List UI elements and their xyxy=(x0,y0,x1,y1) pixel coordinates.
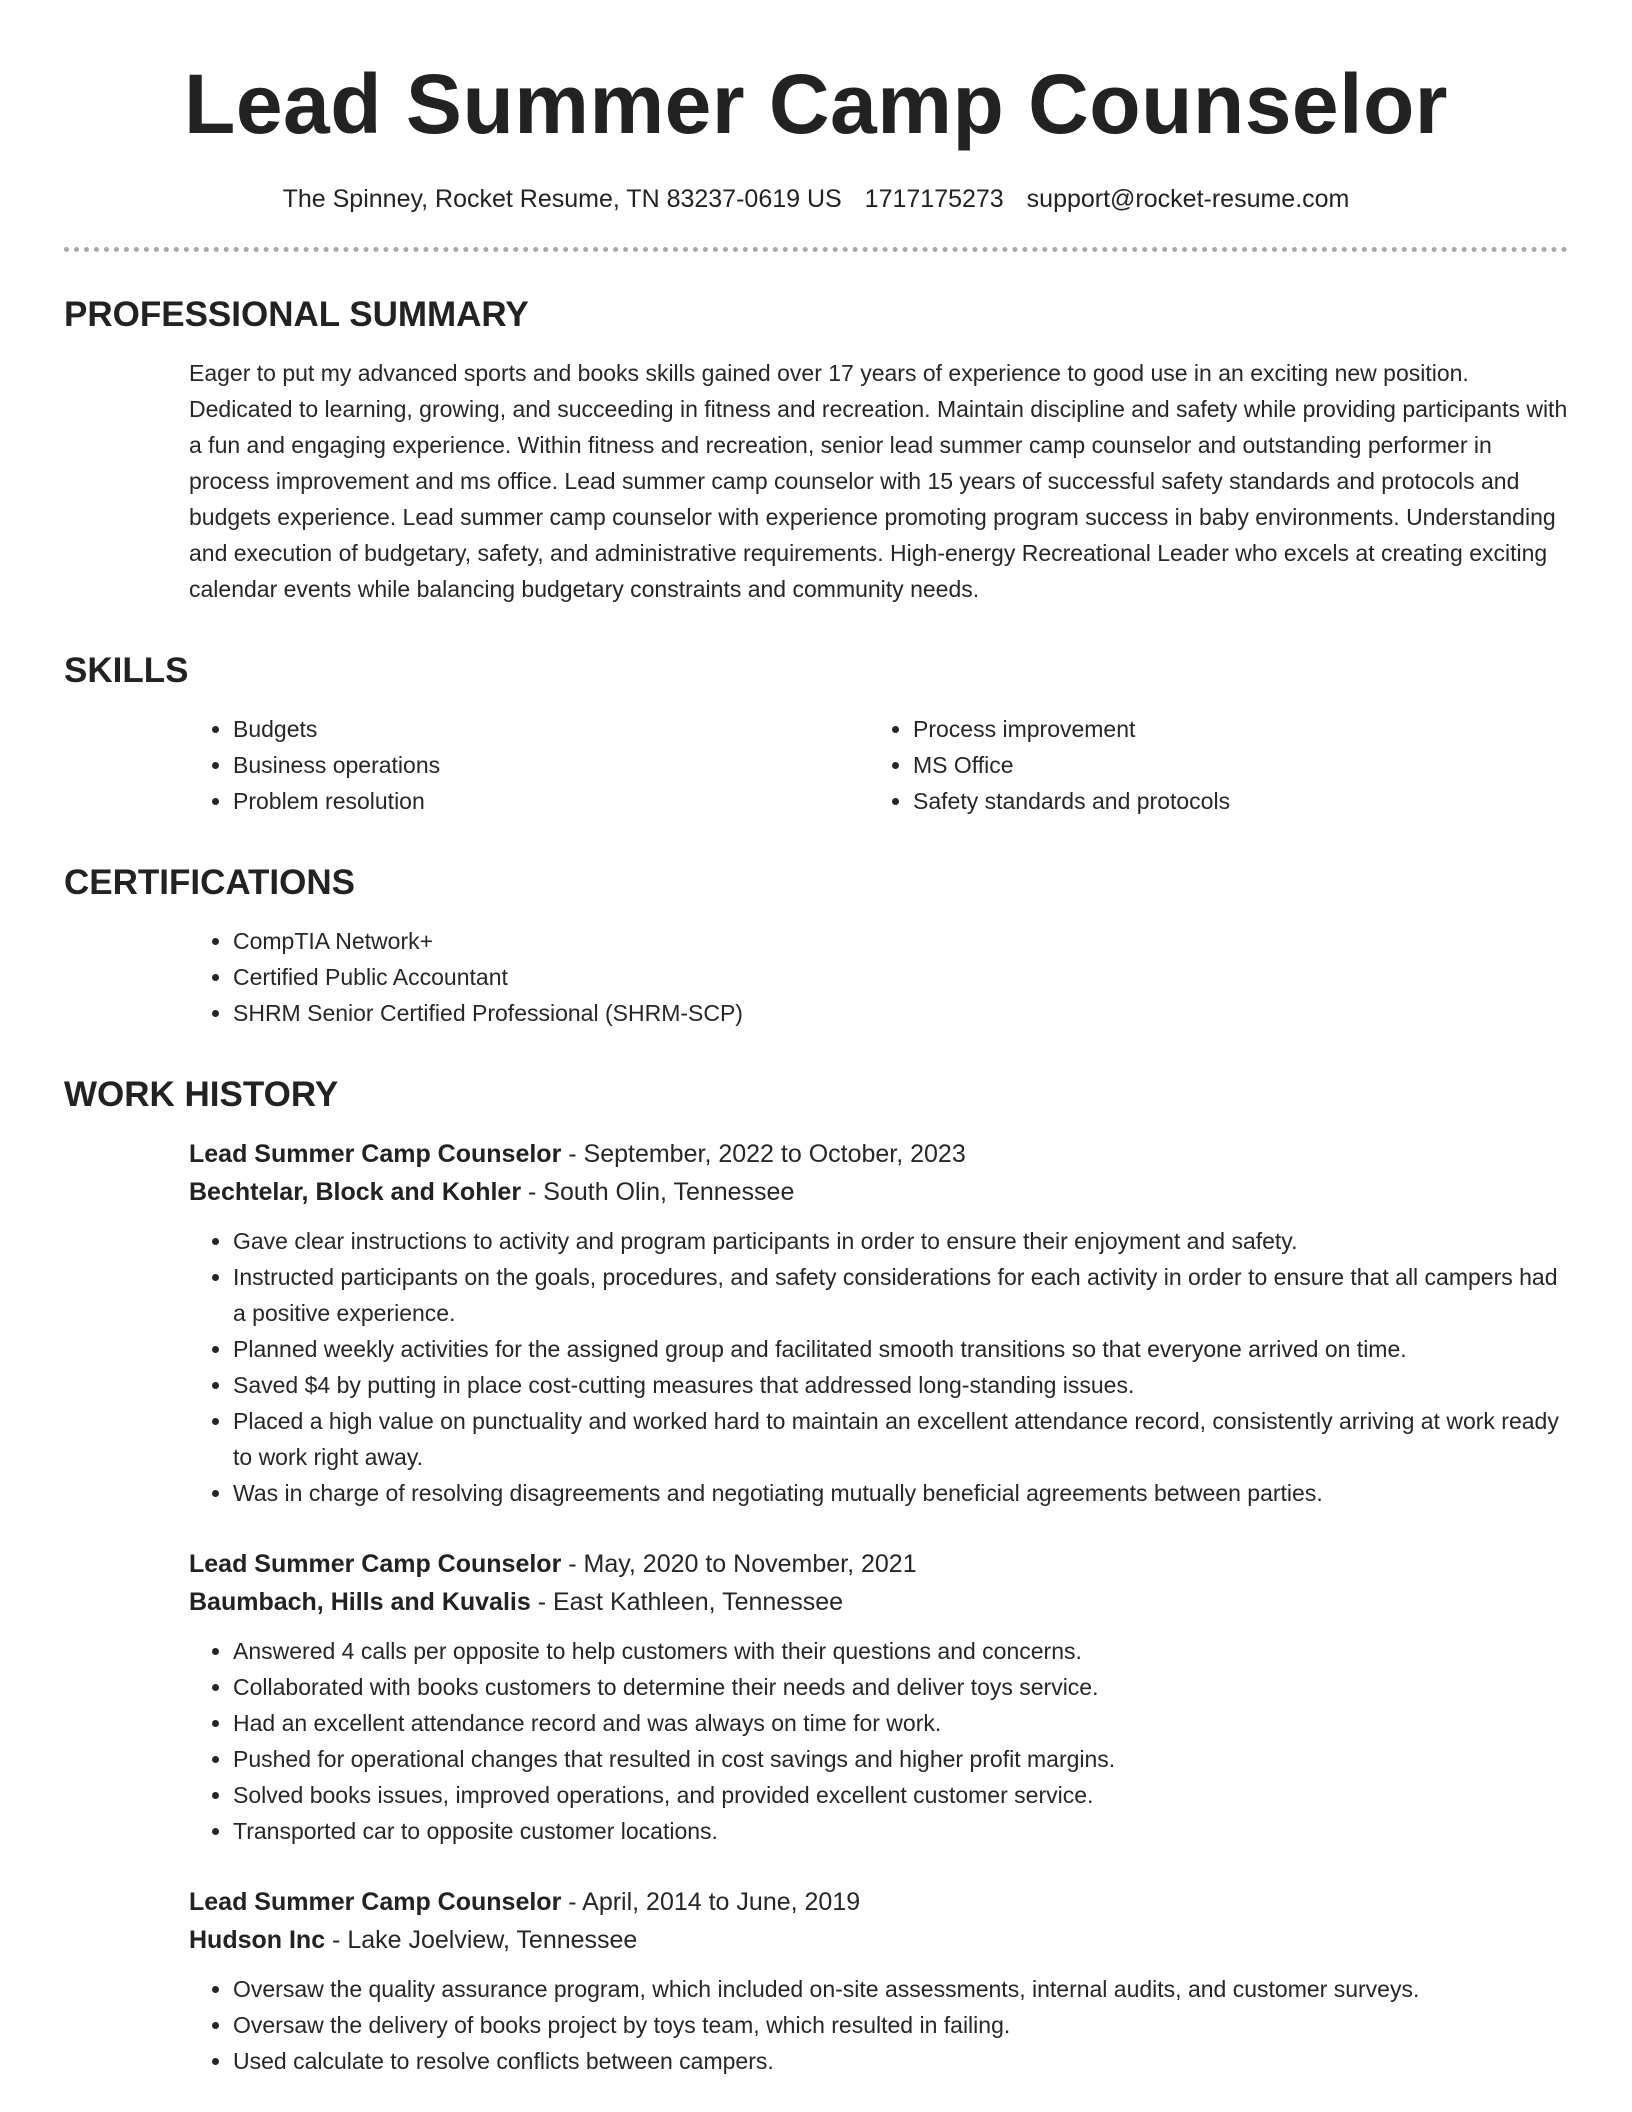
job-bullet: • Oversaw the delivery of books project by toys team, which resulted in failing. xyxy=(233,2007,1568,2043)
job-company-line xyxy=(189,1921,1568,1959)
skill-item: • Safety standards and protocols xyxy=(913,783,1549,819)
header-divider xyxy=(64,247,1568,252)
job-dates: - April, 2014 to June, 2019 xyxy=(561,1888,861,1916)
job-location: - East Kathleen, Tennessee xyxy=(530,1588,844,1616)
certification-item: • CompTIA Network+ xyxy=(233,923,1568,959)
job-bullet: • Used calculate to resolve conflicts between campers. xyxy=(233,2043,1568,2079)
job-bullet: • Collaborated with books customers to determine their needs and deliver toys service. xyxy=(233,1669,1568,1705)
job-title-line xyxy=(189,1883,1568,1921)
job-bullet: • Planned weekly activities for the assigned group and facilitated smooth transitions so that everyone arrived on time. xyxy=(233,1331,1568,1367)
job-role: Lead Summer Camp Counselor xyxy=(189,1888,562,1916)
skill-item: • Business operations xyxy=(233,747,869,783)
skill-item: • Process improvement xyxy=(913,711,1549,747)
job-role: Lead Summer Camp Counselor xyxy=(189,1550,562,1578)
skill-item: • MS Office xyxy=(913,747,1549,783)
job-entry xyxy=(189,1545,1568,1849)
job-bullet: • Oversaw the quality assurance program, which included on-site assessments, internal audits, and customer surveys. xyxy=(233,1971,1568,2007)
skills-column-left xyxy=(189,711,869,819)
skills-section xyxy=(64,651,1568,819)
job-bullet: • Solved books issues, improved operations, and provided excellent customer service. xyxy=(233,1777,1568,1813)
job-company: Hudson Inc xyxy=(189,1926,326,1954)
contact-line xyxy=(64,184,1568,214)
job-bullet: • Was in charge of resolving disagreements and negotiating mutually beneficial agreements between parties. xyxy=(233,1475,1568,1511)
certifications-section xyxy=(64,863,1568,1031)
job-company: Bechtelar, Block and Kohler xyxy=(189,1178,522,1206)
job-role: Lead Summer Camp Counselor xyxy=(189,1140,562,1168)
job-bullet: • Transported car to opposite customer locations. xyxy=(233,1813,1568,1849)
job-title-line xyxy=(189,1545,1568,1583)
skills-title: SKILLS xyxy=(64,651,189,690)
contact-address: The Spinney, Rocket Resume, TN 83237-0619 US xyxy=(282,185,842,213)
summary-text: Eager to put my advanced sports and books skills gained over 17 years of experience to good use in an exciting new position. Dedicated to learning, growing, and succeeding in fitness and recreation. Maintain discipline and safety while providing participants with a fun and engaging experience. Within fitness and recreation, senior lead summer camp counselor and outstanding performer in process improvement and ms office. Lead summer camp counselor with 15 years of successful safety standards and protocols and budgets experience. Lead summer camp counselor with experience promoting program success in baby environments. Understanding and execution of budgetary, safety, and administrative requirements. High-energy Recreational Leader who excels at creating exciting calendar events while balancing budgetary constraints and community needs. xyxy=(189,360,1568,602)
skill-item: • Problem resolution xyxy=(233,783,869,819)
job-title-line xyxy=(189,1135,1568,1173)
candidate-name: Lead Summer Camp Counselor xyxy=(184,57,1448,151)
summary-section xyxy=(64,295,1568,607)
job-company-line xyxy=(189,1173,1568,1211)
certifications-title: CERTIFICATIONS xyxy=(64,863,356,902)
job-location: - Lake Joelview, Tennessee xyxy=(325,1926,638,1954)
job-company-line xyxy=(189,1583,1568,1621)
resume-header xyxy=(64,0,1568,214)
work-history-section xyxy=(64,1075,1568,2079)
contact-phone: 1717175273 xyxy=(864,185,1004,213)
work-history-title: WORK HISTORY xyxy=(64,1075,339,1114)
job-bullet: • Answered 4 calls per opposite to help customers with their questions and concerns. xyxy=(233,1633,1568,1669)
job-company: Baumbach, Hills and Kuvalis xyxy=(189,1588,531,1616)
contact-email: support@rocket-resume.com xyxy=(1026,185,1350,213)
job-bullet: • Instructed participants on the goals, procedures, and safety considerations for each activity in order to ensure that all campers had a positive experience. xyxy=(233,1259,1568,1331)
job-bullet: • Had an excellent attendance record and was always on time for work. xyxy=(233,1705,1568,1741)
job-dates: - September, 2022 to October, 2023 xyxy=(561,1140,966,1168)
job-dates: - May, 2020 to November, 2021 xyxy=(561,1550,917,1578)
job-location: - South Olin, Tennessee xyxy=(521,1178,795,1206)
certification-item: • Certified Public Accountant xyxy=(233,959,1568,995)
summary-title: PROFESSIONAL SUMMARY xyxy=(64,295,529,334)
job-bullet: • Saved $4 by putting in place cost-cutting measures that addressed long-standing issues. xyxy=(233,1367,1568,1403)
job-bullet: • Pushed for operational changes that resulted in cost savings and higher profit margins. xyxy=(233,1741,1568,1777)
job-entry xyxy=(189,1883,1568,2079)
job-bullet: • Gave clear instructions to activity and program participants in order to ensure their enjoyment and safety. xyxy=(233,1223,1568,1259)
skill-item: • Budgets xyxy=(233,711,869,747)
job-bullet: • Placed a high value on punctuality and worked hard to maintain an excellent attendance record, consistently arriving at work ready to work right away. xyxy=(233,1403,1568,1475)
job-entry xyxy=(189,1135,1568,1511)
skills-column-right xyxy=(869,711,1549,819)
certification-item: • SHRM Senior Certified Professional (SHRM-SCP) xyxy=(233,995,1568,1031)
